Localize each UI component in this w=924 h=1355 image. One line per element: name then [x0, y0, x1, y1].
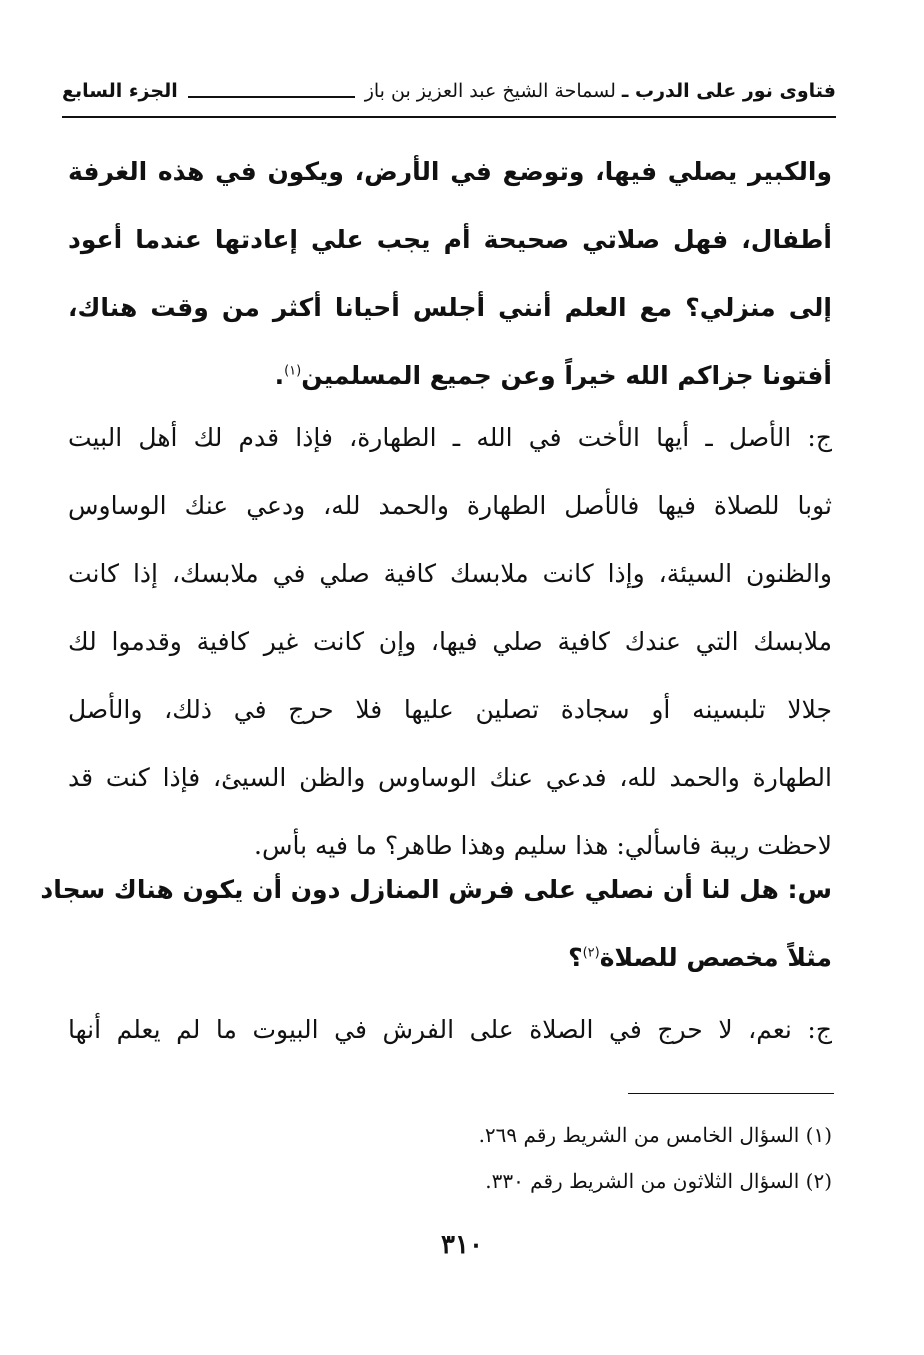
- footnote-ref-1: (١): [284, 363, 302, 379]
- footnote-separator: [628, 1093, 834, 1094]
- question-1-end-mark: .: [274, 361, 285, 390]
- answer-1-line: ملابسك التي عندك كافية صلي فيها، وإن كانت غير كافية وقدموا لك: [68, 627, 832, 656]
- running-header: [62, 74, 836, 108]
- answer-1-line: ج: الأصل ـ أيها الأخت في الله ـ الطهارة، فإذا قدم لك أهل البيت: [68, 423, 832, 452]
- answer-1-line: ثوبا للصلاة فيها فالأصل الطهارة والحمد لله، ودعي عنك الوساوس: [68, 491, 832, 520]
- answer-1-line: جلالا تلبسينه أو سجادة تصلين عليها فلا حرج في ذلك، والأصل: [68, 695, 832, 724]
- question-1-last-line: [68, 342, 832, 410]
- answer-1-line: والظنون السيئة، وإذا كانت ملابسك كافية صلي في ملابسك، إذا كانت: [68, 559, 832, 588]
- book-title: فتاوى نور على الدرب ـ: [621, 80, 836, 102]
- header-divider: [62, 116, 836, 118]
- question-2-line: س: هل لنا أن نصلي على فرش المنازل دون أن يكون هناك سجاد: [40, 875, 832, 904]
- answer-1-line: الطهارة والحمد لله، فدعي عنك الوساوس والظن السيئ، فإذا كنت قد: [68, 763, 832, 792]
- answer-1: [68, 404, 832, 880]
- question-2-line-text: مثلاً مخصص للصلاة: [599, 943, 832, 972]
- question-2-last-line: [68, 924, 832, 992]
- answer-1-line: لاحظت ريبة فاسألي: هذا سليم وهذا طاهر؟ ما فيه بأس.: [254, 831, 832, 860]
- question-1-line-text: أفتونا جزاكم الله خيراً وعن جميع المسلمين: [301, 361, 832, 390]
- footnote-1: (١) السؤال الخامس من الشريط رقم ٢٦٩.: [478, 1123, 832, 1147]
- volume-part: الجزء السابع: [62, 80, 178, 102]
- footnote-ref-2: (٢): [582, 945, 600, 961]
- author-subtitle: لسماحة الشيخ عبد العزيز بن باز: [364, 80, 616, 102]
- footnote-2: (٢) السؤال الثلاثون من الشريط رقم ٣٣٠.: [485, 1169, 832, 1193]
- question-1: [68, 138, 832, 410]
- footnotes: [300, 1112, 832, 1204]
- question-1-line: إلى منزلي؟ مع العلم أنني أجلس أحيانا أكثر من وقت هناك،: [68, 293, 832, 322]
- page-number: ٣١٠: [441, 1230, 483, 1260]
- question-2-end-mark: ؟: [568, 943, 583, 972]
- answer-2: [68, 996, 832, 1064]
- question-1-line: والكبير يصلي فيها، وتوضع في الأرض، ويكون في هذه الغرفة: [68, 157, 832, 186]
- question-1-line: أطفال، فهل صلاتي صحيحة أم يجب علي إعادتها عندما أعود: [68, 225, 832, 254]
- answer-2-line: ج: نعم، لا حرج في الصلاة على الفرش في البيوت ما لم يعلم أنها: [68, 1015, 832, 1044]
- header-dash-rule: [188, 96, 355, 98]
- question-2: [40, 856, 832, 992]
